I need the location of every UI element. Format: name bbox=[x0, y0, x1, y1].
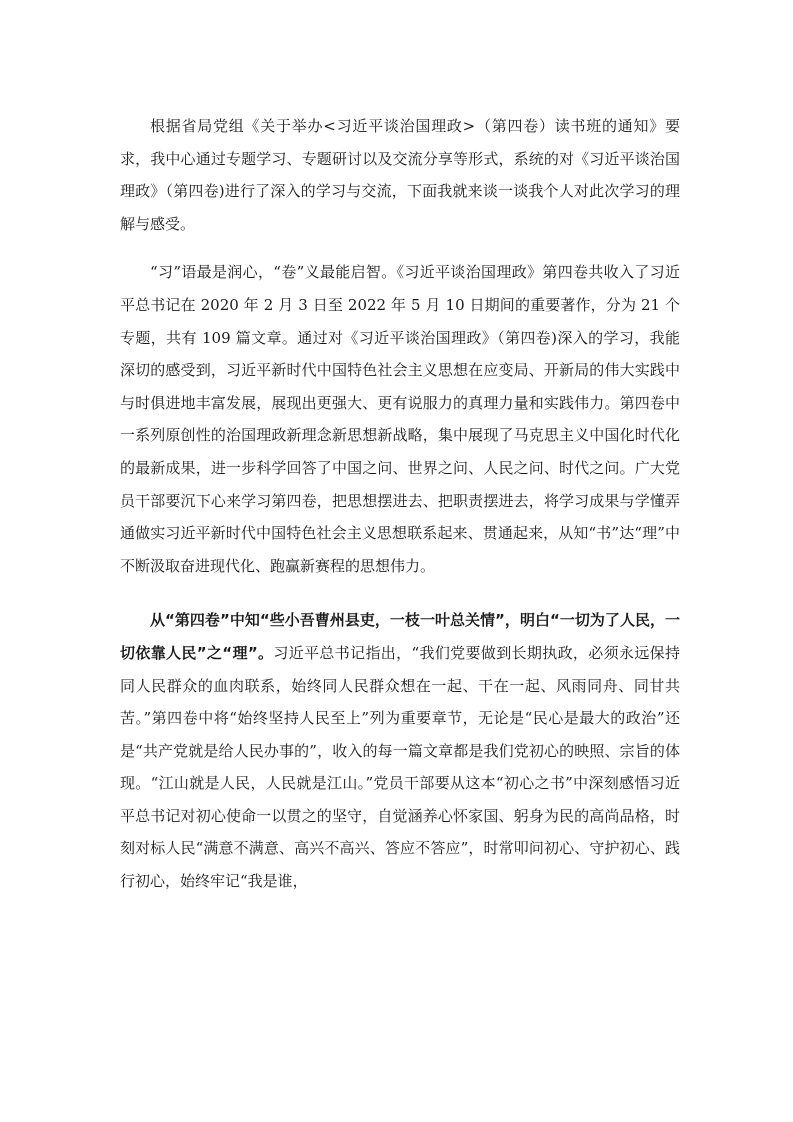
paragraph-book-overview-text: “习”语最是润心，“卷”义最能启智。《习近平谈治国理政》第四卷共收入了习近平总书记在 2020 年 2 月 3 日至 2022 年 5 月 10 日期间的重要著作，分为 21 个专题，共有 109 篇文章。通过对《习近平谈治国理政》（第四卷)深入的学习，我能深切的感受到，习近平新时代中国特色社会主义思想在应变局、开新局的伟大实践中与时俱进地丰富发展，展现出更强大、更有说服力的真理力量和实践伟力。第四卷中一系列原创性的治国理政新理念新思想新战略，集中展现了马克思主义中国化时代化的最新成果，进一步科学回答了中国之问、世界之问、人民之问、时代之问。广大党员干部要沉下心来学习第四卷，把思想摆进去、把职责摆进去，将学习成果与学懂弄通做实习近平新时代中国特色社会主义思想联系起来、贯通起来，从知“书”达“理”中不断汲取奋进现代化、跑赢新赛程的思想伟力。 bbox=[120, 263, 680, 575]
paragraph-intro-text: 根据省局党组《关于举办<习近平谈治国理政>（第四卷）读书班的通知》要求，我中心通过专题学习、专题研讨以及交流分享等形式，系统的对《习近平谈治国理政》（第四卷)进行了深入的学习与交流，下面我就来谈一谈我个人对此次学习的理解与感受。 bbox=[120, 117, 680, 233]
document-body bbox=[120, 110, 680, 898]
paragraph-gap bbox=[120, 582, 680, 604]
paragraph-people-first bbox=[120, 604, 680, 897]
paragraph-gap bbox=[120, 240, 680, 256]
paragraph-people-first-heading: 从“第四卷”中知“些小吾曹州县吏，一枝一叶总关情”，明白“一切为了人民，一切依靠人民”之“理”。 bbox=[120, 611, 680, 662]
paragraph-book-overview bbox=[120, 256, 680, 582]
paragraph-people-first-text: 习近平总书记指出，“我们党要做到长期执政，必须永远保持同人民群众的血肉联系，始终同人民群众想在一起、干在一起、风雨同舟、同甘共苦。”第四卷中将“始终坚持人民至上”列为重要章节，无论是“民心是最大的政治”还是“共产党就是给人民办事的”，收入的每一篇文章都是我们党初心的映照、宗旨的体现。“江山就是人民，人民就是江山。”党员干部要从这本“初心之书”中深刻感悟习近平总书记对初心使命一以贯之的坚守，自觉涵养心怀家国、躬身为民的高尚品格，时刻对标人民“满意不满意、高兴不高兴、答应不答应”，时常叩问初心、守护初心、践行初心，始终牢记“我是谁， bbox=[120, 643, 681, 891]
paragraph-intro bbox=[120, 110, 680, 240]
